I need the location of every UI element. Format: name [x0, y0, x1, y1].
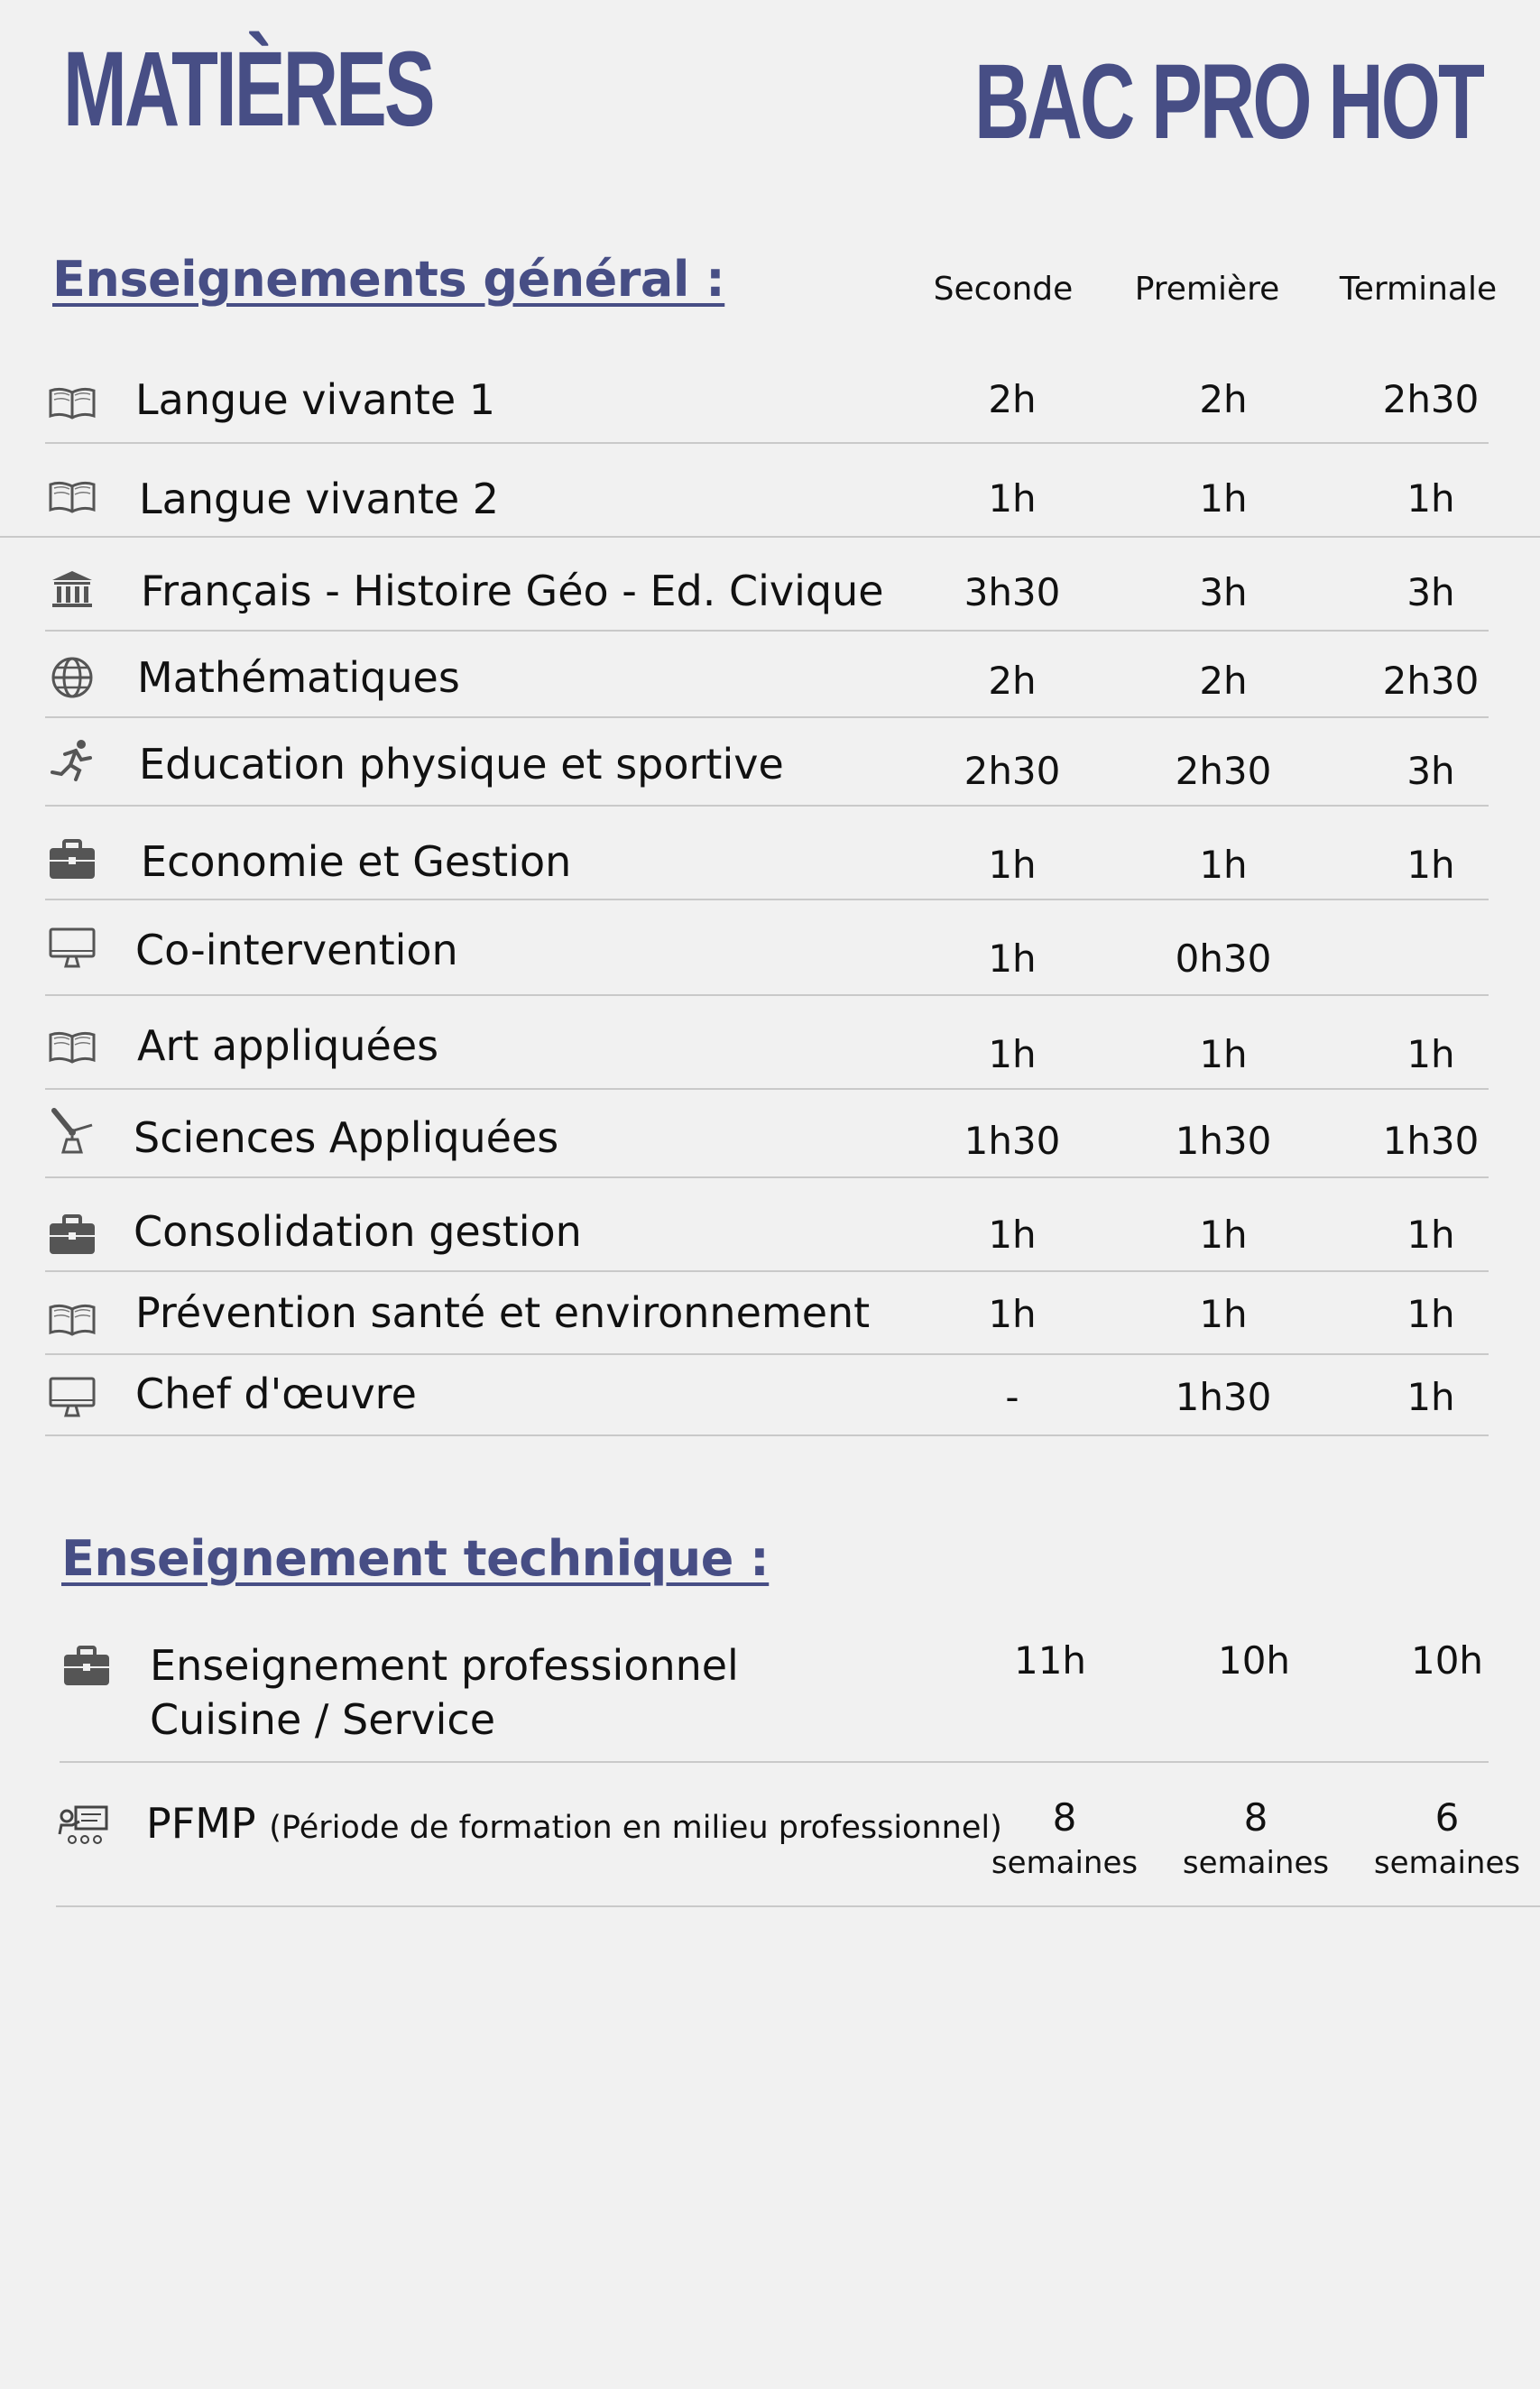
- general-section-title: Enseignements général :: [52, 251, 725, 308]
- row-label: Sciences Appliquées: [134, 1113, 559, 1162]
- row-label: Langue vivante 1: [135, 375, 496, 424]
- book-icon: [45, 1025, 99, 1070]
- table-row: [56, 1795, 1540, 1907]
- value-seconde: 8 semaines: [991, 1795, 1139, 1881]
- value-seconde: 1h: [988, 1292, 1037, 1336]
- value-premiere: 8 semaines: [1182, 1795, 1330, 1881]
- value-seconde: 1h: [988, 1213, 1037, 1257]
- value-terminale: 1h30: [1382, 1119, 1480, 1163]
- value-seconde: 2h30: [964, 749, 1061, 793]
- row-label: Mathématiques: [137, 653, 460, 702]
- value-premiere: 1h: [1199, 1032, 1248, 1076]
- row-label: Consolidation gestion: [134, 1207, 582, 1256]
- value-premiere: 2h: [1199, 659, 1248, 703]
- value-premiere: 0h30: [1175, 936, 1272, 981]
- value-seconde: 2h: [988, 377, 1037, 421]
- row-label: Economie et Gestion: [141, 837, 572, 886]
- technical-section-title: Enseignement technique :: [61, 1530, 770, 1587]
- value-terminale: 1h: [1406, 476, 1455, 521]
- book-icon: [45, 1297, 99, 1342]
- table-row: [45, 1106, 1489, 1178]
- value-seconde: 2h: [988, 659, 1037, 703]
- value-premiere: 1h: [1199, 1213, 1248, 1257]
- value-terminale: 1h: [1406, 1032, 1455, 1076]
- value-seconde: 1h30: [964, 1119, 1061, 1163]
- table-row: [45, 558, 1489, 632]
- technical-row-label: Enseignement professionnel Cuisine / Service: [150, 1641, 739, 1744]
- technical-row-label: PFMP (Période de formation en milieu professionnel): [146, 1799, 1002, 1848]
- value-seconde: 1h: [988, 843, 1037, 887]
- value-terminale: 3h: [1406, 570, 1455, 614]
- table-row: [0, 464, 1540, 538]
- table-row: [45, 1366, 1489, 1436]
- briefcase-icon: [60, 1644, 114, 1689]
- row-label: Education physique et sportive: [139, 740, 784, 789]
- briefcase-icon: [45, 1213, 99, 1258]
- monitor-icon: [45, 1375, 99, 1420]
- row-label: Art appliquées: [137, 1021, 439, 1070]
- row-label: Co-intervention: [135, 926, 458, 974]
- value-premiere: 1h30: [1175, 1375, 1272, 1419]
- value-terminale: 10h: [1410, 1638, 1484, 1683]
- value-terminale: 6 semaines: [1373, 1795, 1521, 1881]
- table-row: [45, 650, 1489, 718]
- value-terminale: 3h: [1406, 749, 1455, 793]
- value-premiere: 1h: [1199, 1292, 1248, 1336]
- row-label: Chef d'œuvre: [135, 1370, 417, 1418]
- row-label: Prévention santé et environnement: [135, 1288, 871, 1337]
- value-terminale: 2h30: [1382, 377, 1480, 421]
- value-seconde: 11h: [1013, 1638, 1087, 1683]
- value-seconde: 3h30: [964, 570, 1061, 614]
- value-terminale: 1h: [1406, 1213, 1455, 1257]
- value-premiere: 1h: [1199, 476, 1248, 521]
- table-row: [45, 1016, 1489, 1090]
- table-row: [45, 918, 1489, 996]
- value-premiere: 1h: [1199, 843, 1248, 887]
- book-icon: [45, 381, 99, 426]
- table-row: [45, 1285, 1489, 1355]
- value-premiere: 2h30: [1175, 749, 1272, 793]
- value-seconde: 1h: [988, 476, 1037, 521]
- table-row: [45, 736, 1489, 807]
- row-label: Français - Histoire Géo - Ed. Civique: [141, 567, 884, 615]
- value-seconde: -: [1005, 1375, 1019, 1419]
- value-seconde: 1h: [988, 1032, 1037, 1076]
- value-terminale: 1h: [1406, 1292, 1455, 1336]
- value-premiere: 2h: [1199, 377, 1248, 421]
- book-icon: [45, 475, 99, 520]
- value-premiere: 1h30: [1175, 1119, 1272, 1163]
- table-row: [45, 370, 1489, 444]
- runner-icon: [45, 738, 99, 783]
- program-title: BAC PRO HOT: [973, 42, 1482, 161]
- microscope-icon: [45, 1110, 99, 1155]
- table-row: [45, 1200, 1489, 1272]
- briefcase-icon: [45, 837, 99, 882]
- value-premiere: 10h: [1217, 1638, 1291, 1683]
- page-title: MATIÈRES: [63, 30, 433, 149]
- table-row: [45, 828, 1489, 900]
- value-premiere: 3h: [1199, 570, 1248, 614]
- column-header-premiere: Première: [1134, 271, 1280, 308]
- row-label: Langue vivante 2: [139, 475, 500, 523]
- value-terminale: 2h30: [1382, 659, 1480, 703]
- value-seconde: 1h: [988, 936, 1037, 981]
- museum-icon: [45, 567, 99, 612]
- column-header-seconde: Seconde: [933, 271, 1074, 308]
- value-terminale: 1h: [1406, 1375, 1455, 1419]
- teacher-icon: [56, 1803, 110, 1848]
- column-header-terminale: Terminale: [1339, 271, 1498, 308]
- monitor-icon: [45, 926, 99, 971]
- value-terminale: 1h: [1406, 843, 1455, 887]
- globe-icon: [45, 655, 99, 700]
- table-row: [60, 1635, 1489, 1763]
